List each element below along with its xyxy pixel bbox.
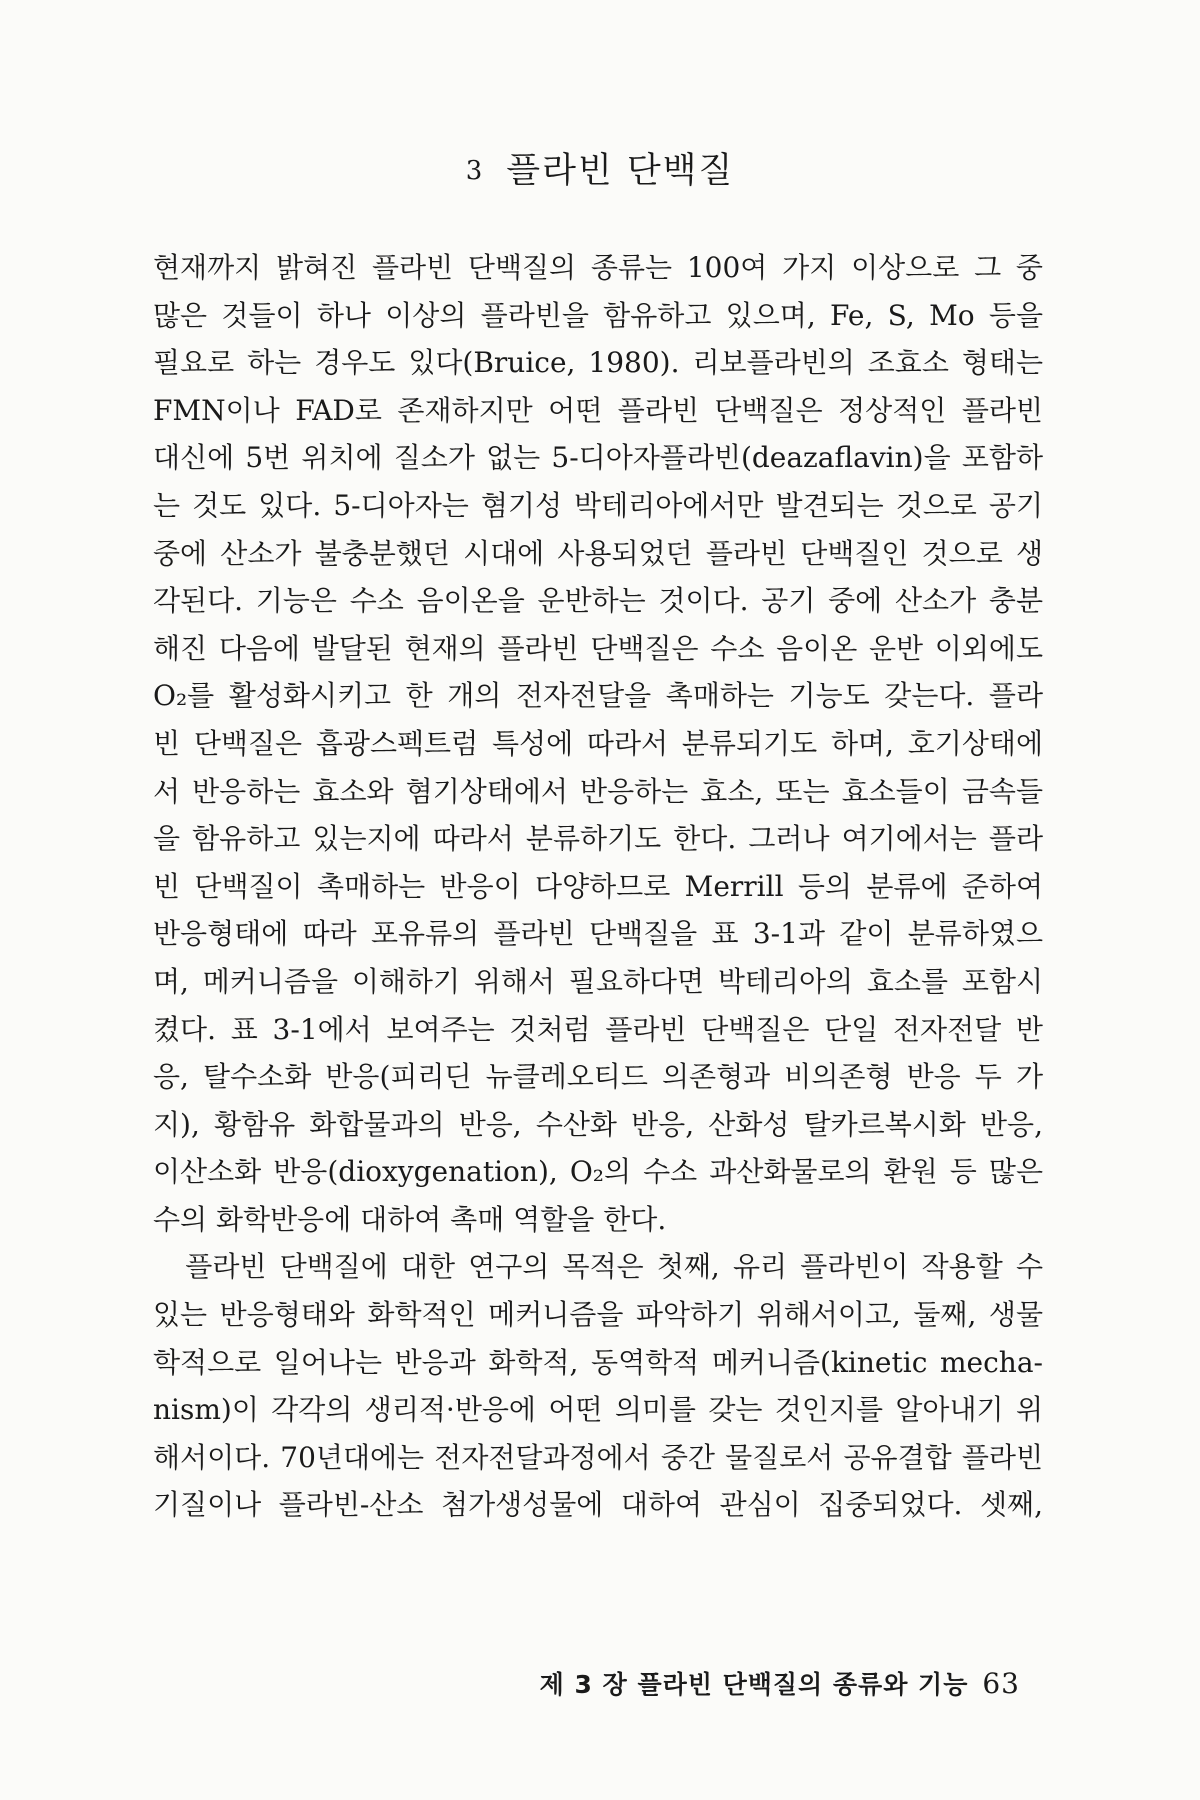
text-line: 해서이다. 70년대에는 전자전달과정에서 중간 물질로서 공유결합 플라빈: [153, 1440, 1043, 1474]
text-line: 응, 탈수소화 반응(피리딘 뉴클레오티드 의존형과 비의존형 반응 두 가: [153, 1060, 1043, 1094]
text-line: 현재까지 밝혀진 플라빈 단백질의 종류는 100여 가지 이상으로 그 중: [153, 251, 1043, 284]
text-line: 을 함유하고 있는지에 따라서 분류하기도 한다. 그러나 여기에서는 플라: [153, 822, 1043, 856]
text-line: O₂를 활성화시키고 한 개의 전자전달을 촉매하는 기능도 갖는다. 플라: [153, 679, 1043, 713]
section-heading: [0, 143, 1200, 193]
section-title: 플라빈 단백질: [506, 151, 735, 191]
text-line: 빈 단백질이 촉매하는 반응이 다양하므로 Merrill 등의 분류에 준하여: [153, 869, 1043, 903]
text-line: 는 것도 있다. 5-디아자는 혐기성 박테리아에서만 발견되는 것으로 공기: [153, 488, 1043, 522]
text-line: 플라빈 단백질에 대한 연구의 목적은 첫째, 유리 플라빈이 작용할 수: [153, 1250, 1043, 1284]
page-footer: [0, 1665, 1020, 1701]
text-line: 이산소화 반응(dioxygenation), O₂의 수소 과산화물로의 환원 등 많은: [153, 1155, 1043, 1189]
running-footer-chapter: 제 3 장 플라빈 단백질의 종류와 기능: [539, 1670, 969, 1699]
section-number: 3: [465, 156, 485, 186]
page-number: 63: [982, 1667, 1020, 1700]
text-line: 많은 것들이 하나 이상의 플라빈을 함유하고 있으며, Fe, S, Mo 등을: [153, 298, 1043, 332]
text-line: 반응형태에 따라 포유류의 플라빈 단백질을 표 3-1과 같이 분류하였으: [153, 917, 1043, 951]
text-line: nism)이 각각의 생리적·반응에 어떤 의미를 갖는 것인지를 알아내기 위: [153, 1393, 1043, 1427]
text-line: 학적으로 일어나는 반응과 화학적, 동역학적 메커니즘(kinetic mecha-: [153, 1345, 1043, 1379]
text-line: 필요로 하는 경우도 있다(Bruice, 1980). 리보플라빈의 조효소 형태는: [153, 346, 1043, 380]
text-line: 빈 단백질은 흡광스펙트럼 특성에 따라서 분류되기도 하며, 호기상태에: [153, 726, 1043, 760]
text-line: 수의 화학반응에 대하여 촉매 역할을 한다.: [153, 1202, 667, 1236]
text-line: FMN이나 FAD로 존재하지만 어떤 플라빈 단백질은 정상적인 플라빈: [153, 393, 1043, 427]
text-line: 대신에 5번 위치에 질소가 없는 5-디아자플라빈(deazaflavin)을 포함하: [153, 441, 1043, 475]
text-line: 지), 황함유 화합물과의 반응, 수산화 반응, 산화성 탈카르복시화 반응,: [153, 1107, 1043, 1141]
body-text: [153, 244, 1043, 1529]
text-line: 며, 메커니즘을 이해하기 위해서 필요하다면 박테리아의 효소를 포함시: [153, 964, 1043, 998]
text-line: 기질이나 플라빈-산소 첨가생성물에 대하여 관심이 집중되었다. 셋째,: [153, 1488, 1043, 1522]
text-line: 중에 산소가 불충분했던 시대에 사용되었던 플라빈 단백질인 것으로 생: [153, 536, 1043, 570]
text-line: 있는 반응형태와 화학적인 메커니즘을 파악하기 위해서이고, 둘째, 생물: [153, 1298, 1043, 1332]
text-line: 해진 다음에 발달된 현재의 플라빈 단백질은 수소 음이온 운반 이외에도: [153, 631, 1043, 665]
text-line: 켰다. 표 3-1에서 보여주는 것처럼 플라빈 단백질은 단일 전자전달 반: [153, 1012, 1043, 1046]
text-line: 각된다. 기능은 수소 음이온을 운반하는 것이다. 공기 중에 산소가 충분: [153, 584, 1043, 618]
text-line: 서 반응하는 효소와 혐기상태에서 반응하는 효소, 또는 효소들이 금속들: [153, 774, 1043, 808]
